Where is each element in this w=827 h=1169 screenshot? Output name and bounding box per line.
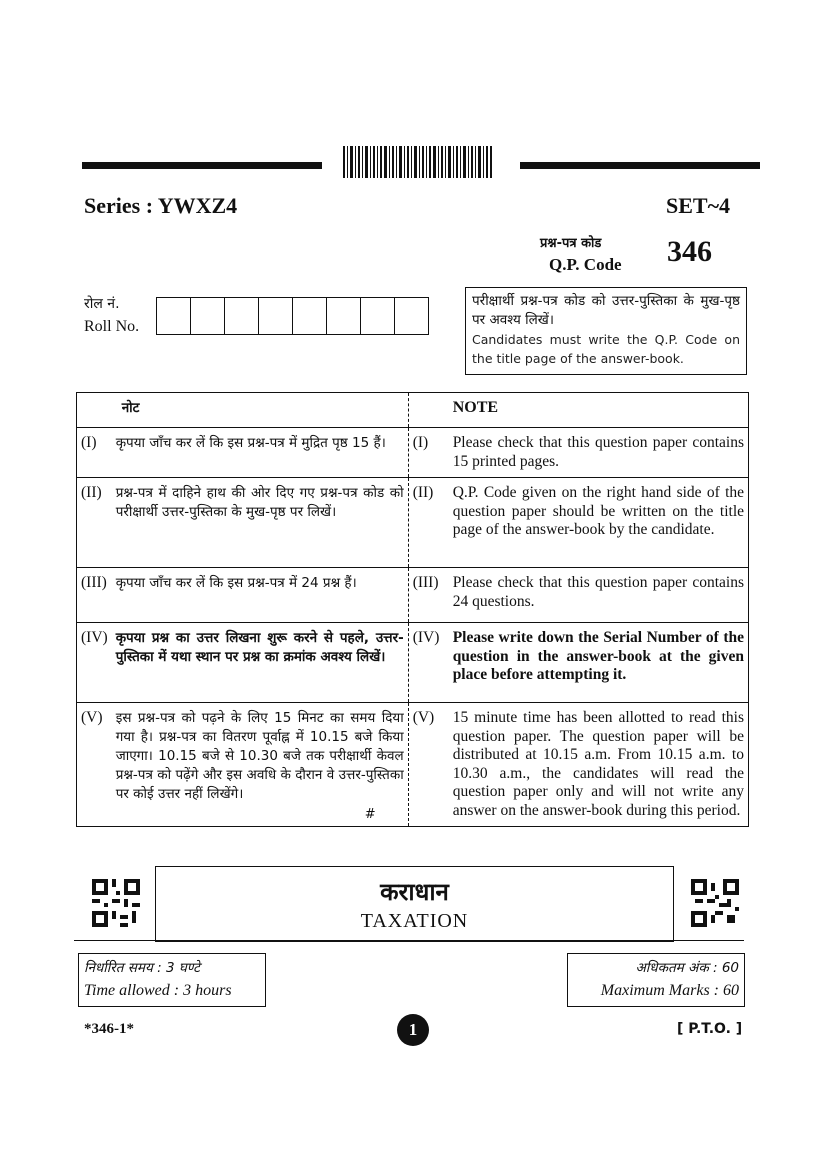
subject-english: TAXATION (360, 910, 469, 932)
candidate-instruction-english: Candidates must write the Q.P. Code on the title page of the answer-book. (472, 332, 740, 366)
divider-line (74, 940, 744, 941)
note-hindi: कृपया जाँच कर लें कि इस प्रश्न-पत्र में मुद्रित पृष्ठ 15 हैं। (112, 428, 409, 478)
note-row (77, 568, 749, 623)
note-header-hindi: नोट (112, 393, 409, 428)
note-num-left: (IV) (77, 623, 112, 703)
note-num-right: (V) (408, 703, 449, 827)
time-allowed-box (78, 953, 266, 1007)
note-num-left: (II) (77, 478, 112, 568)
note-hindi: कृपया जाँच कर लें कि इस प्रश्न-पत्र में 24 प्रश्न हैं। (112, 568, 409, 623)
note-num-right: (IV) (408, 623, 449, 703)
note-english: Q.P. Code given on the right hand side of the question paper should be written on the title page of the answer-book by the candidate. (449, 478, 749, 568)
qr-code-left (92, 879, 140, 927)
note-english: Please check that this question paper contains 15 printed pages. (449, 428, 749, 478)
subject-hindi: कराधान (380, 878, 449, 906)
note-num-right: (I) (408, 428, 449, 478)
maximum-marks-hindi: अधिकतम अंक : 60 (635, 960, 739, 976)
roll-number-boxes[interactable] (156, 297, 429, 335)
pto-label: [ P.T.O. ] (677, 1021, 743, 1037)
page-number: 1 (397, 1014, 429, 1046)
header-rule-left (82, 162, 322, 169)
set-label: SET~4 (666, 193, 731, 218)
note-row (77, 703, 749, 827)
time-allowed-hindi: निर्धारित समय : 3 घण्टे (84, 960, 200, 976)
note-row (77, 478, 749, 568)
note-header-row (77, 393, 749, 428)
note-row (77, 428, 749, 478)
candidate-instruction-hindi: परीक्षार्थी प्रश्न-पत्र कोड को उत्तर-पुस्तिका के मुख-पृष्ठ पर अवश्य लिखें। (472, 293, 740, 328)
subject-title-box (155, 866, 674, 942)
note-row (77, 623, 749, 703)
maximum-marks-english: Maximum Marks : 60 (600, 982, 739, 999)
candidate-instruction-box (465, 287, 747, 375)
note-num-right: (III) (408, 568, 449, 623)
roll-label-hindi: रोल नं. (84, 296, 120, 312)
qr-code-right (691, 879, 739, 927)
qp-code-hindi: प्रश्न-पत्र कोड (540, 236, 602, 251)
note-num-right: (II) (408, 478, 449, 568)
footer-code: *346-1* (84, 1021, 134, 1037)
note-header-english: NOTE (449, 393, 749, 428)
note-hindi: इस प्रश्न-पत्र को पढ़ने के लिए 15 मिनट का समय दिया गया है। प्रश्न-पत्र का वितरण पूर्वाह्न में 10.15 बजे किया जाएगा। 10.15 बजे से 10.30 बजे तक परीक्षार्थी केवल प्रश्न-पत्र को पढ़ेंगे और इस अवधि के दौरान वे उत्तर-पुस्तिका पर कोई उत्तर नहीं लिखेंगे। (115, 710, 404, 802)
note-num-left: (III) (77, 568, 112, 623)
maximum-marks-box (567, 953, 745, 1007)
hash-mark: # (364, 807, 376, 822)
note-num-left: (V) (77, 703, 112, 827)
header-rule-right (520, 162, 760, 169)
note-hindi: प्रश्न-पत्र में दाहिने हाथ की ओर दिए गए प्रश्न-पत्र कोड को परीक्षार्थी उत्तर-पुस्तिका के मुख-पृष्ठ पर लिखें। (112, 478, 409, 568)
note-table (76, 392, 749, 827)
qp-code-value: 346 (667, 235, 712, 268)
time-allowed-english: Time allowed : 3 hours (84, 982, 232, 999)
qp-code-label: Q.P. Code (549, 255, 622, 274)
note-english: Please write down the Serial Number of the question in the answer-book at the given place before attempting it. (449, 623, 749, 703)
note-num-left: (I) (77, 428, 112, 478)
note-english: Please check that this question paper contains 24 questions. (449, 568, 749, 623)
barcode (343, 146, 493, 178)
series-label: Series : YWXZ4 (84, 193, 238, 218)
roll-label: Roll No. (84, 318, 140, 335)
note-hindi: कृपया प्रश्न का उत्तर लिखना शुरू करने से पहले, उत्तर-पुस्तिका में यथा स्थान पर प्रश्न का क्रमांक अवश्य लिखें। (112, 623, 409, 703)
note-english: 15 minute time has been allotted to read this question paper. The question paper will be distributed at 10.15 a.m. From 10.15 a.m. to 10.30 a.m., the candidates will read the question paper only and will not write any answer on the answer-book during this period. (449, 703, 749, 827)
